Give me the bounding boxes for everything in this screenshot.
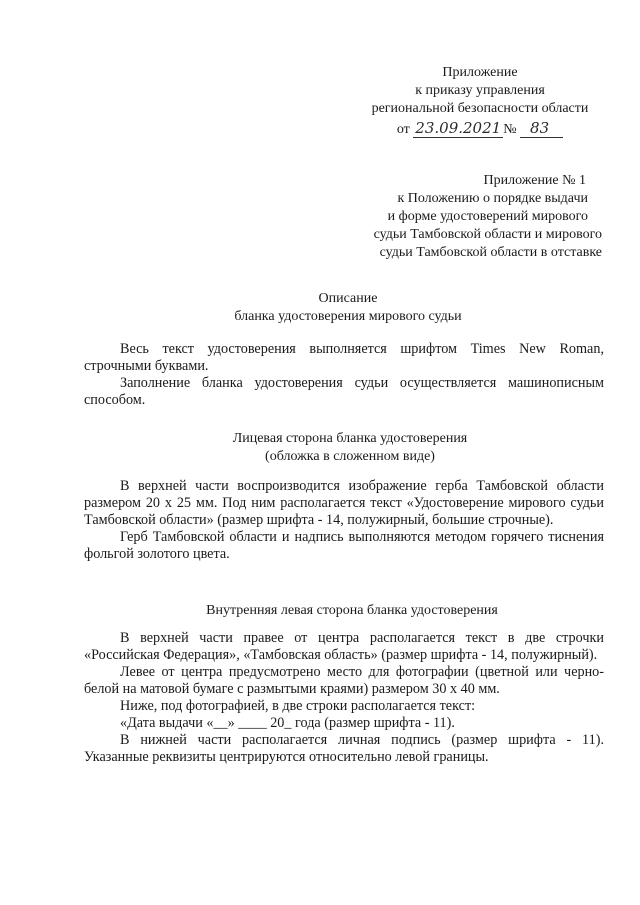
front-side-heading-line-2: (обложка в сложенном виде): [265, 449, 435, 464]
inner-paragraph-2: Левее от центра предусмотрено место для фотографии (цветной или черно-белой на матовой бумаге с размытыми краями) размером 30 х 40 мм.: [84, 664, 604, 697]
order-line: к приказу управления: [415, 83, 545, 98]
number-label: №: [503, 122, 517, 137]
regulation-line-2: и форме удостоверений мирового: [387, 209, 588, 224]
order-appendix-header: [362, 64, 598, 139]
front-side-section: [84, 478, 604, 563]
inner-left-side-section: [84, 630, 604, 766]
front-side-heading-line-1: Лицевая сторона бланка удостоверения: [232, 431, 468, 446]
title-line-1: Описание: [318, 291, 378, 306]
department-line: региональной безопасности области: [371, 101, 589, 116]
date-number-line: [362, 119, 598, 139]
front-side-paragraph-2: Герб Тамбовской области и надпись выполняются методом горячего тиснения фольгой золотого цвета.: [84, 529, 604, 562]
intro-paragraph-2: Заполнение бланка удостоверения судьи осуществляется машинописным способом.: [84, 375, 604, 408]
appendix-label: Приложение: [442, 65, 518, 80]
inner-paragraph-1: В верхней части правее от центра располагается текст в две строчки «Российская Федерация», «Тамбовская область» (размер шрифта - 14, полужирный).: [84, 630, 604, 663]
inner-left-side-heading-text: Внутренняя левая сторона бланка удостоверения: [206, 603, 498, 618]
from-label: от: [396, 122, 410, 137]
regulation-line-4: судьи Тамбовской области в отставке: [379, 245, 602, 260]
handwritten-date: 23.09.2021: [415, 119, 502, 137]
front-side-heading: [30, 430, 640, 466]
regulation-appendix-header: [362, 172, 602, 262]
front-side-paragraph-1: В верхней части воспроизводится изображение герба Тамбовской области размером 20 х 25 мм. Под ним располагается текст «Удостоверение мирового судьи Тамбовской области» (размер шрифта - 14, полужирный, большие строчные).: [84, 478, 604, 528]
inner-paragraph-4: «Дата выдачи «__» ____ 20_ года (размер шрифта - 11).: [120, 715, 455, 731]
inner-left-side-heading: [32, 602, 640, 620]
document-title: [28, 290, 640, 326]
intro-paragraph-1: Весь текст удостоверения выполняется шрифтом Times New Roman, строчными буквами.: [84, 341, 604, 374]
regulation-line-1: к Положению о порядке выдачи: [397, 191, 588, 206]
intro-section: [84, 341, 604, 409]
inner-paragraph-5: В нижней части располагается личная подпись (размер шрифта - 11). Указанные реквизиты центрируются относительно левой границы.: [84, 732, 604, 765]
appendix-number: Приложение № 1: [483, 173, 586, 188]
inner-paragraph-3: Ниже, под фотографией, в две строки располагается текст:: [120, 698, 476, 714]
handwritten-number: 83: [520, 119, 563, 138]
regulation-line-3: судьи Тамбовской области и мирового: [373, 227, 602, 242]
title-line-2: бланка удостоверения мирового судьи: [234, 309, 462, 324]
